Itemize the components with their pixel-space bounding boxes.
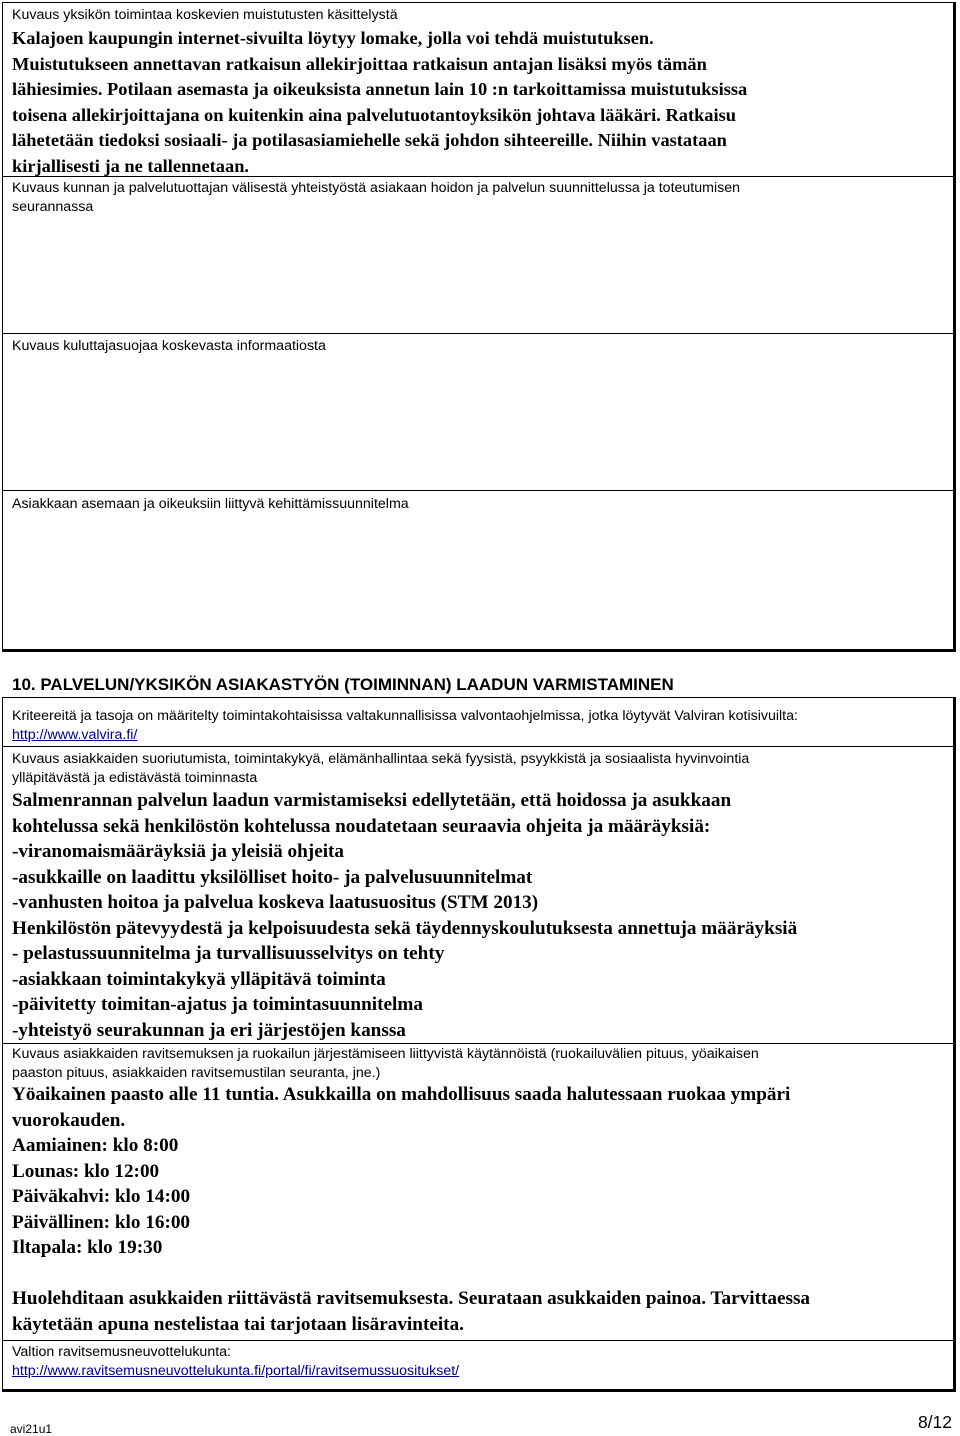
text-line: Lounas: klo 12:00	[12, 1160, 160, 1182]
text-line: -vanhusten hoitoa ja palvelua koskeva laatusuositus (STM 2013)	[12, 892, 539, 913]
text-line: Yöaikainen paasto alle 11 tuntia. Asukkailla on mahdollisuus saada halutessaan ruokaa ympäri	[12, 1084, 791, 1105]
text-line: -yhteistyö seurakunnan ja eri järjestöjen kanssa	[12, 1019, 406, 1041]
divider	[3, 333, 954, 334]
text-line: vuorokauden.	[12, 1109, 126, 1131]
text-line: kirjallisesti ja ne tallennetaan.	[12, 155, 250, 176]
nutrition-care-text	[12, 1286, 952, 1337]
nutrition-label	[12, 1045, 952, 1083]
functional-ability-label	[12, 750, 952, 788]
nutrition-council-link[interactable]: http://www.ravitsemusneuvottelukunta.fi/portal/fi/ravitsemussuositukset/	[12, 1363, 460, 1379]
quality-assurance-text	[12, 788, 952, 1043]
text-line: -viranomaismääräyksiä ja yleisiä ohjeita	[12, 841, 345, 862]
divider	[3, 490, 954, 491]
complaints-handling-text	[12, 26, 952, 179]
label-line: Kuvaus asiakkaiden suoriutumista, toimintakykyä, elämänhallintaa sekä fyysistä, psyykkistä ja sosiaalista hyvinvointia	[12, 751, 750, 767]
consumer-protection-label: Kuvaus kuluttajasuojaa koskevasta informaatiosta	[12, 338, 326, 354]
divider	[3, 746, 954, 747]
label-line: Kuvaus asiakkaiden ravitsemuksen ja ruokailun järjestämiseen liittyvistä käytännöistä (ruokailuvälien pituus, yöaikaisen	[12, 1046, 759, 1062]
meal-times-text	[12, 1082, 952, 1261]
label-line: Kuvaus kunnan ja palvelutuottajan välisestä yhteistyöstä asiakaan hoidon ja palvelun suunnittelussa ja toteutumisen	[12, 180, 740, 196]
divider	[3, 176, 954, 177]
valvira-link[interactable]: http://www.valvira.fi/	[12, 727, 138, 743]
text-line: Muistutukseen annettavan ratkaisun allekirjoittaa ratkaisun antajan lisäksi myös tämän	[12, 53, 707, 74]
label-line: paaston pituus, asiakkaiden ravitsemustilan seuranta, jne.)	[12, 1065, 381, 1081]
text-line: Kalajoen kaupungin internet-sivuilta löytyy lomake, jolla voi tehdä muistutuksen.	[12, 28, 654, 48]
text-line: -päivitetty toimitan-ajatus ja toimintasuunnitelma	[12, 994, 423, 1015]
nutrition-council-label: Valtion ravitsemusneuvottelukunta:	[12, 1344, 231, 1360]
text-line: - pelastussuunnitelma ja turvallisuusselvitys on tehty	[12, 943, 445, 964]
cooperation-label	[12, 179, 952, 217]
text-line: lähiesimies. Potilaan asemasta ja oikeuksista annetun lain 10 :n tarkoittamissa muistutuksissa	[12, 79, 748, 99]
complaints-handling-label: Kuvaus yksikön toimintaa koskevien muistutusten käsittelystä	[12, 7, 398, 23]
rights-development-plan-label: Asiakkaan asemaan ja oikeuksiin liittyvä kehittämissuunnitelma	[12, 496, 409, 512]
text-line: käytetään apuna nestelistaa tai tarjotaan lisäravinteita.	[12, 1313, 464, 1335]
text-line: Aamiainen: klo 8:00	[12, 1135, 179, 1156]
text-line: kohtelussa sekä henkilöstön kohtelussa noudatetaan seuraavia ohjeita ja määräyksiä:	[12, 815, 711, 837]
divider	[3, 1043, 954, 1044]
criteria-text	[12, 707, 952, 745]
divider	[3, 1340, 954, 1341]
text-line: Päivällinen: klo 16:00	[12, 1211, 191, 1233]
label-line: ylläpitävästä ja edistävästä toiminnasta	[12, 770, 258, 786]
section-10-title: 10. PALVELUN/YKSIKÖN ASIAKASTYÖN (TOIMINNAN) LAADUN VARMISTAMINEN	[12, 675, 674, 694]
text-line: -asukkaille on laadittu yksilölliset hoito- ja palvelusuunnitelmat	[12, 866, 533, 888]
text-line: lähetetään tiedoksi sosiaali- ja potilasasiamiehelle sekä johdon sihteereille. Niihin vastataan	[12, 130, 727, 150]
text-line: Huolehditaan asukkaiden riittävästä ravitsemuksesta. Seurataan asukkaiden painoa. Tarvittaessa	[12, 1288, 811, 1309]
label-line: seurannassa	[12, 199, 94, 215]
nutrition-council-block	[12, 1343, 952, 1381]
text-line: Iltapala: klo 19:30	[12, 1237, 163, 1258]
criteria-line: Kriteereitä ja tasoja on määritelty toimintakohtaisissa valtakunnallisissa valvontaohjelmissa, jotka löytyvät Valviran kotisivuilta:	[12, 708, 798, 724]
form-code: avi21u1	[10, 1422, 53, 1436]
text-line: Salmenrannan palvelun laadun varmistamiseksi edellytetään, että hoidossa ja asukkaan	[12, 790, 732, 811]
text-line: Henkilöstön pätevyydestä ja kelpoisuudesta sekä täydennyskoulutuksesta annettuja määräyksiä	[12, 917, 798, 939]
text-line: toisena allekirjoittajana on kuitenkin aina palvelutuotantoyksikön johtava lääkäri. Ratkaisu	[12, 104, 736, 125]
text-line: -asiakkaan toimintakykyä ylläpitävä toiminta	[12, 968, 386, 990]
page-number: 8/12	[917, 1412, 952, 1432]
text-line: Päiväkahvi: klo 14:00	[12, 1186, 191, 1207]
